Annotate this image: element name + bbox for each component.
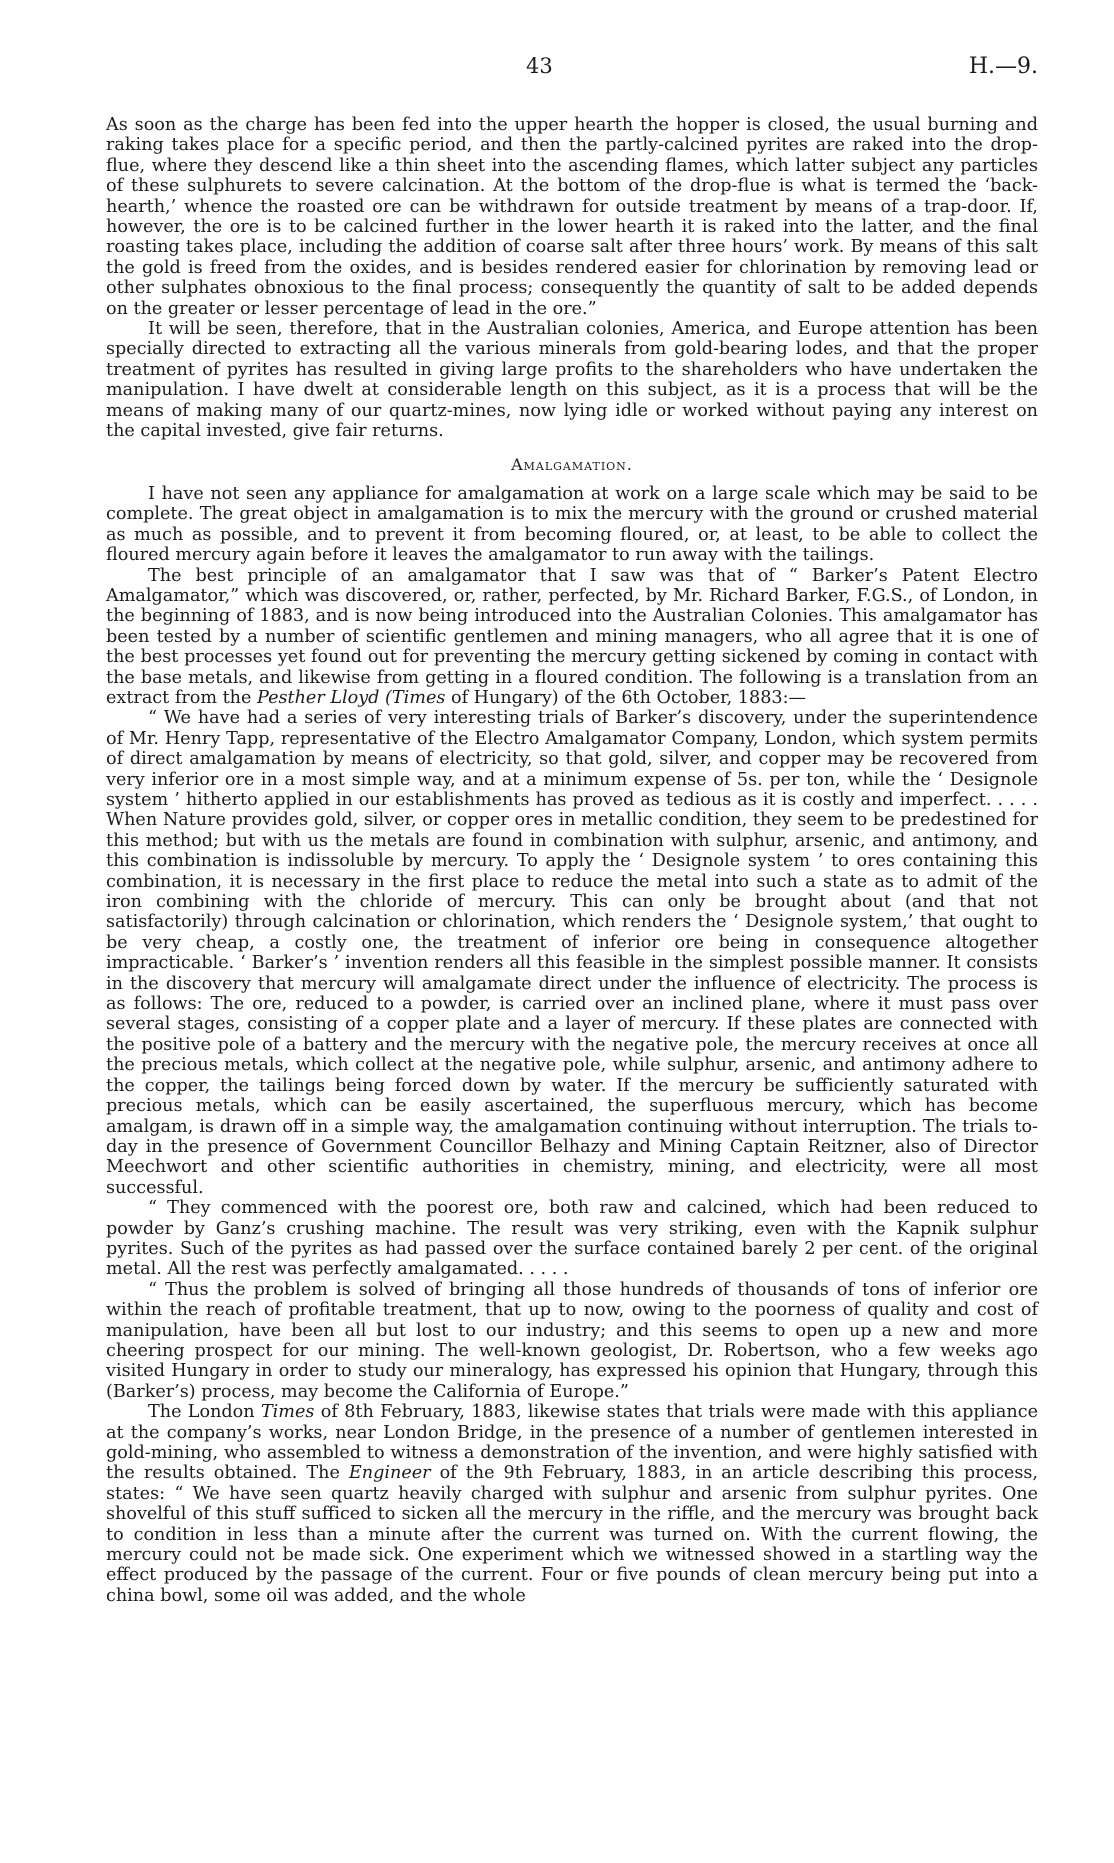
paragraph-quote-results: “ They commenced with the poorest ore, both raw and calcined, which had been reduced to powder by Ganz’s crushing machine. The result was very striking, even with the Kapnik sulphur pyrites. Such of the pyrites as had passed over the surface contained barely 2 per cent. of the original metal. All the rest was perfectly amalgamated. . . . . — [106, 1198, 1038, 1280]
section-heading-amalgamation: Amalgamation. — [511, 454, 633, 474]
body-text — [106, 115, 1038, 1606]
engineer-title: Engineer — [348, 1463, 431, 1484]
paragraph-quote-trials: “ We have had a series of very interesting trials of Barker’s discovery, under the superintendence of Mr. Henry Tapp, representative of the Electro Amalgamator Company, London, which system permits of direct amalgamation by means of electricity, so that gold, silver, and copper may be recovered from very inferior ore in a most simple way, and at a minimum expense of 5s. per ton, while the ‘ Designole system ’ hitherto applied in our establishments has proved as tedious as it is costly and imperfect. . . . . When Nature provides gold, silver, or copper ores in metallic condition, they seem to be predestined for this method; but with us the metals are found in combination with sulphur, arsenic, and antimony, and this combination is indissoluble by mercury. To apply the ‘ Designole system ’ to ores containing this combination, it is necessary in the first place to reduce the metal into such a state as to admit of the iron combining with the chloride of mercury. This can only be brought about (and that not satisfactorily) through calcination or chlorination, which renders the ‘ Designole system,’ that ought to be very cheap, a costly one, the treatment of inferior ore being in consequence altogether impracticable. ‘ Barker’s ’ invention renders all this feasible in the simplest possible manner. It consists in the discovery that mercury will amalgamate direct under the influence of electricity. The process is as follows: The ore, reduced to a powder, is carried over an inclined plane, where it must pass over several stages, consisting of a copper plate and a layer of mercury. If these plates are connected with the positive pole of a battery and the mercury with the negative pole, the mercury receives at once all the precious metals, which collect at the negative pole, while sulphur, arsenic, and antimony adhere to the copper, the tailings being forced down by water. If the mercury be sufficiently saturated with precious metals, which can be easily ascertained, the superfluous mercury, which has become amalgam, is drawn off in a simple way, the amalgamation continuing without interruption. The trials to-day in the presence of Government Councillor Belhazy and Mining Captain Reitzner, also of Director Meechwort and other scientific authorities in chemistry, mining, and electricity, were all most successful. — [106, 708, 1038, 1198]
barker-text-end: of Hungary) of the 6th October, 1883:— — [445, 687, 807, 708]
paragraph-roasting-process: As soon as the charge has been fed into the upper hearth the hopper is closed, the usual burning and raking takes place for a specific period, and then the partly-calcined pyrites are raked into the drop-flue, where they descend like a thin sheet into the ascending flames, which latter subject any particles of these sulphurets to severe calcination. At the bottom of the drop-flue is what is termed the ‘back-hearth,’ whence the roasted ore can be withdrawn for outside treatment by means of a trap-door. If, however, the ore is to be calcined further in the lower hearth it is raked into the latter, and the final roasting takes place, including the addition of coarse salt after three hours’ work. By means of this salt the gold is freed from the oxides, and is besides rendered easier for chlorination by removing lead or other sulphates obnoxious to the final process; consequently the quantity of salt to be added depends on the greater or lesser percentage of lead in the ore.” — [106, 115, 1038, 319]
pesther-lloyd-title: Pesther Lloyd (Times — [257, 687, 446, 708]
paragraph-barker-amalgamator — [106, 566, 1038, 709]
page-number: 43 — [526, 54, 553, 78]
page-header — [0, 54, 1114, 86]
paragraph-quote-conclusion: “ Thus the problem is solved of bringing all those hundreds of thousands of tons of inferior ore within the reach of profitable treatment, that up to now, owing to the poorness of quality and cost of manipulation, have been all but lost to our industry; and this seems to open up a new and more cheering prospect for our mining. The well-known geologist, Dr. Robertson, who a few weeks ago visited Hungary in order to study our mineralogy, has expressed his opinion that Hungary, through this (Barker’s) process, may become the California of Europe.” — [106, 1279, 1038, 1402]
times-title: Times — [260, 1402, 315, 1423]
london-times-text-2: of 8th February, 1883, likewise states that trials were made with this appliance at the company’s works, near London Bridge, in the presence of a number of gentlemen interested in gold-mining, who assembled to witness a demonstration of the invention, and were highly satisfied with the results obtained. The — [106, 1402, 1038, 1484]
london-times-text-1: The London — [148, 1402, 261, 1423]
paragraph-amalgamation-intro: I have not seen any appliance for amalgamation at work on a large scale which may be said to be complete. The great object in amalgamation is to mix the mercury with the ground or crushed material as much as possible, and to prevent it from becoming floured, or, at least, to be able to collect the floured mercury again before it leaves the amalgamator to run away with the tailings. — [106, 483, 1038, 566]
barker-text-start: The best principle of an amalgamator that I saw was that of “ Barker’s Patent Electro Amalgamator,” which was discovered, or, rather, perfected, by Mr. Richard Barker, F.G.S., of London, in the beginning of 1883, and is now being introduced into the Australian Colonies. This amalgamator has been tested by a number of scientific gentlemen and mining managers, who all agree that it is one of the best processes yet found out for preventing the mercury getting sickened by coming in contact with the base metals, and likewise from getting in a floured condition. The following is a translation from an extract from the — [106, 565, 1038, 708]
london-times-text-3: of the 9th February, 1883, in an article describing this process, states: “ We have seen quartz heavily charged with sulphur and arsenic from sulphur pyrites. One shovelful of this stuff sufficed to sicken all the mercury in the riffle, and the mercury was brought back to condition in less than a minute after the current was turned on. With the current flowing, the mercury could not be made sick. One experiment which we witnessed showed in a startling way the effect produced by the passage of the current. Four or five pounds of clean mercury being put into a china bowl, some oil was added, and the whole — [106, 1463, 1038, 1606]
paragraph-pyrites-summary: It will be seen, therefore, that in the Australian colonies, America, and Europe attention has been specially directed to extracting all the various minerals from gold-bearing lodes, and that the proper treatment of pyrites has resulted in giving large profits to the shareholders who have undertaken the manipulation. I have dwelt at considerable length on this subject, as it is a process that will be the means of making many of our quartz-mines, now lying idle or worked without paying any interest on the capital invested, give fair returns. — [106, 319, 1038, 442]
document-reference: H.—9. — [968, 54, 1038, 79]
paragraph-london-times — [106, 1402, 1038, 1606]
